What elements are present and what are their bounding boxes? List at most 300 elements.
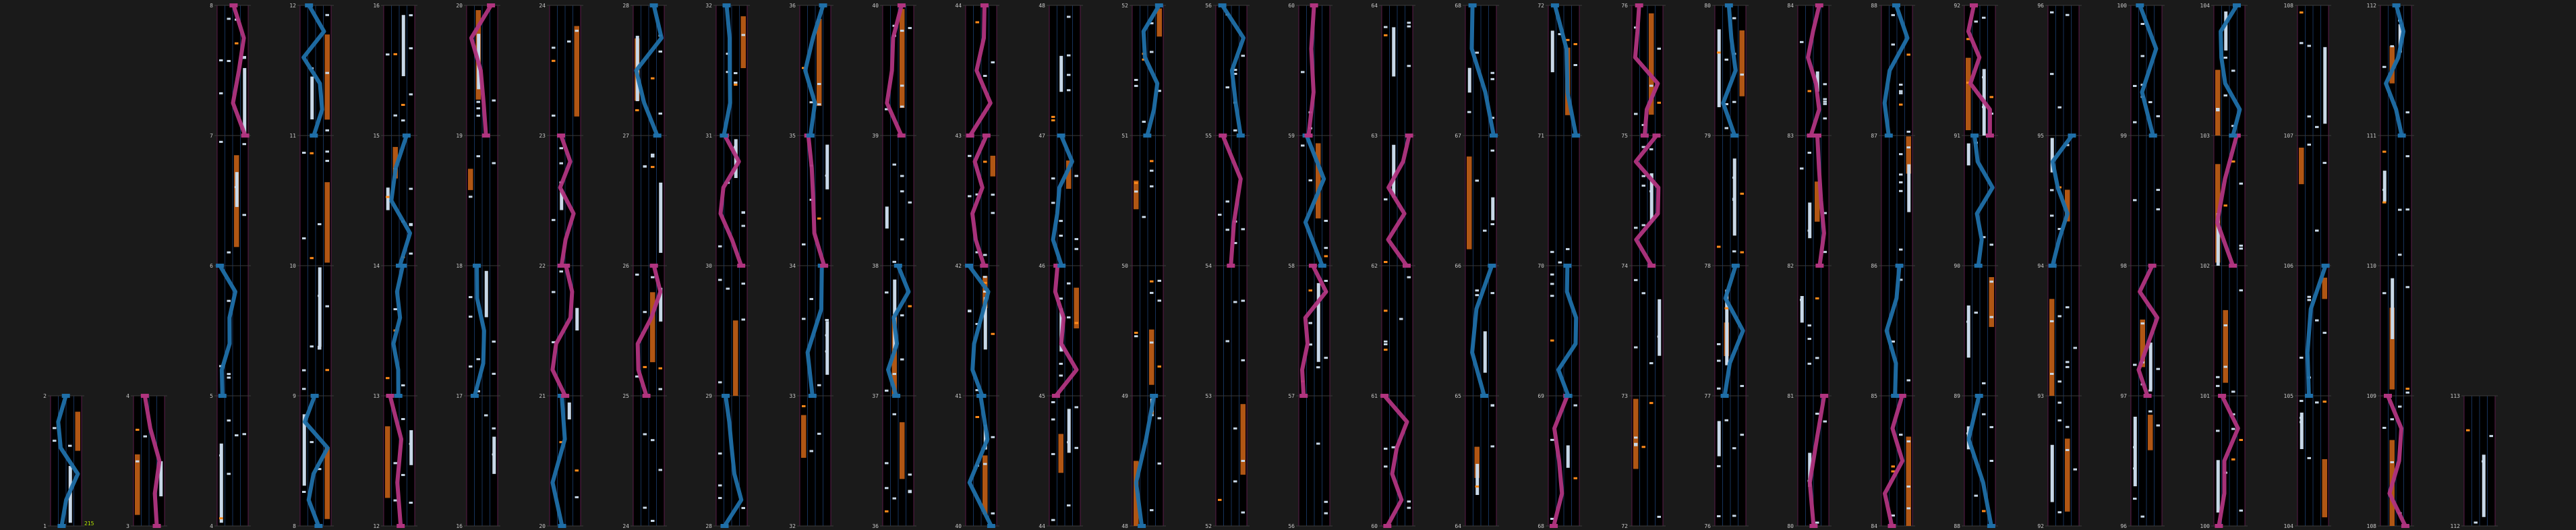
tap-note	[1966, 321, 1970, 323]
tap-note	[1226, 86, 1230, 88]
hold-note	[1658, 299, 1661, 356]
tap-note	[1150, 160, 1154, 162]
tap-note	[1740, 73, 1745, 76]
slide-head	[1888, 524, 1896, 528]
measure-number: 92	[1954, 3, 1960, 9]
tap-note	[817, 384, 821, 386]
tap-note	[900, 359, 904, 361]
tap-note	[1158, 365, 1162, 367]
tap-note	[227, 419, 231, 421]
slide-tail	[1150, 394, 1158, 398]
slide-head	[1550, 524, 1558, 528]
slide-tail	[1563, 264, 1571, 268]
tap-note	[560, 147, 564, 149]
measure-number: 92	[2037, 523, 2044, 529]
measure-number: 1	[43, 523, 47, 529]
tap-note	[575, 469, 579, 471]
tap-note	[2406, 208, 2410, 210]
tap-note	[1142, 121, 1146, 123]
tap-note	[718, 381, 722, 383]
tap-note	[386, 53, 390, 55]
measure-number: 107	[2283, 133, 2293, 139]
tap-note	[53, 427, 57, 429]
tap-note	[734, 146, 738, 148]
tap-note	[2398, 405, 2402, 407]
hold-note	[1392, 27, 1395, 76]
tap-note	[2050, 373, 2054, 375]
slide-head	[558, 264, 566, 268]
tap-note	[2050, 189, 2054, 191]
slide-head	[1143, 134, 1151, 138]
measure-number: 10	[289, 263, 296, 269]
tap-note	[718, 497, 722, 499]
slide-tail	[1057, 134, 1065, 138]
roll-note	[1134, 181, 1139, 210]
hold-note	[825, 145, 829, 189]
tap-note	[802, 243, 806, 245]
tap-note	[2231, 428, 2235, 430]
tap-note	[1732, 101, 1736, 103]
tap-note	[1158, 299, 1162, 301]
tap-note	[2323, 401, 2327, 403]
roll-note	[900, 9, 905, 108]
measure-number: 7	[210, 133, 213, 139]
tap-note	[1732, 17, 1736, 19]
combo-counter: 215	[84, 521, 94, 527]
slide-tail	[1405, 134, 1413, 138]
slide-tail	[1310, 3, 1318, 7]
tap-note	[718, 245, 722, 247]
slide-head	[966, 134, 974, 138]
tap-note	[1823, 117, 1827, 119]
tap-note	[1067, 55, 1071, 57]
tap-note	[1134, 85, 1138, 87]
tap-note	[1907, 507, 1911, 509]
measure-number: 31	[705, 133, 712, 139]
slide-head	[820, 264, 828, 268]
slide-tail	[141, 394, 149, 398]
measure-number: 62	[1371, 263, 1378, 269]
tap-note	[825, 175, 829, 177]
tap-note	[1574, 477, 1578, 479]
tap-note	[2382, 292, 2387, 294]
tap-note	[2308, 144, 2312, 146]
slide-tail	[1970, 3, 1978, 7]
measure-number: 51	[1121, 133, 1128, 139]
tap-note	[1642, 446, 1646, 448]
tap-note	[2382, 189, 2387, 191]
tap-note	[1407, 26, 1411, 28]
tap-note	[2382, 202, 2387, 204]
tap-note	[1051, 116, 1055, 118]
tap-note	[2157, 115, 2161, 117]
tap-note	[1384, 34, 1388, 36]
tap-note	[310, 257, 314, 259]
measure-number: 18	[456, 263, 463, 269]
measure-number: 42	[955, 263, 962, 269]
tap-note	[492, 100, 496, 102]
tap-note	[1732, 514, 1736, 517]
tap-note	[817, 433, 821, 435]
measure-number: 50	[1121, 263, 1128, 269]
measure-number: 29	[705, 393, 712, 399]
measure-number: 40	[955, 523, 962, 529]
tap-note	[469, 316, 473, 318]
tap-note	[552, 291, 556, 293]
tap-note	[1574, 64, 1578, 66]
tap-note	[825, 351, 829, 353]
tap-note	[1634, 347, 1638, 349]
slide-head	[1809, 524, 1817, 528]
tap-note	[1823, 83, 1827, 85]
slide-head	[1480, 394, 1488, 398]
tap-note	[1384, 341, 1388, 343]
measure-number: 74	[1621, 263, 1628, 269]
tap-note	[227, 373, 231, 375]
tap-note	[1150, 341, 1154, 343]
measure-number: 81	[1787, 393, 1794, 399]
tap-note	[310, 441, 314, 443]
measure-number: 101	[2200, 393, 2210, 399]
tap-note	[1717, 465, 1721, 467]
tap-note	[1907, 54, 1911, 56]
tap-note	[1990, 281, 1994, 283]
measure-number: 106	[2283, 263, 2293, 269]
tap-note	[651, 439, 655, 441]
tap-note	[983, 463, 987, 465]
tap-note	[2315, 229, 2319, 231]
tap-note	[1233, 129, 1237, 131]
tap-note	[567, 40, 571, 42]
tap-note	[1134, 335, 1138, 337]
tap-note	[1233, 428, 1237, 430]
roll-note	[135, 454, 140, 515]
tap-note	[2323, 332, 2327, 334]
tap-note	[1725, 419, 1729, 421]
tap-note	[1491, 72, 1495, 74]
tap-note	[1467, 111, 1471, 113]
slide-head	[471, 394, 479, 398]
slide-tail	[650, 3, 658, 7]
tap-note	[2300, 421, 2304, 423]
tap-note	[1324, 280, 1328, 282]
measure-number: 13	[373, 393, 380, 399]
tap-note	[1218, 214, 1222, 216]
tap-note	[492, 341, 496, 343]
tap-note	[2216, 385, 2220, 387]
tap-note	[893, 261, 897, 263]
tap-note	[326, 129, 330, 131]
tap-note	[1491, 405, 1495, 407]
tap-note	[2391, 45, 2395, 47]
slide-tail	[1635, 3, 1643, 7]
measure-number: 41	[955, 393, 962, 399]
tap-note	[2300, 400, 2304, 402]
tap-note	[1990, 426, 1994, 428]
slide-head	[396, 264, 404, 268]
tap-note	[885, 510, 889, 512]
tap-note	[1233, 480, 1237, 482]
tap-note	[2391, 461, 2395, 463]
roll-note	[1157, 8, 1163, 36]
measure-number: 37	[872, 393, 879, 399]
slide-tail	[1892, 3, 1900, 7]
tap-note	[1491, 445, 1495, 447]
hold-note	[1317, 283, 1320, 362]
tap-note	[1067, 316, 1071, 318]
slide-tail	[898, 3, 906, 7]
measure-number: 60	[1371, 523, 1378, 529]
tap-note	[900, 239, 904, 241]
roll-note	[1989, 277, 1995, 327]
tap-note	[2240, 439, 2244, 441]
tap-note	[1990, 460, 1994, 462]
slide-head	[1057, 264, 1065, 268]
tap-note	[2133, 199, 2137, 201]
measure-number: 71	[1538, 133, 1544, 139]
tap-note	[1384, 261, 1388, 263]
hold-note	[1718, 29, 1721, 107]
tap-note	[817, 83, 821, 85]
tap-note	[2133, 498, 2137, 500]
tap-note	[802, 318, 806, 320]
tap-note	[2308, 296, 2312, 298]
tap-note	[1740, 252, 1745, 254]
tap-note	[968, 310, 972, 312]
slide-tail	[2233, 3, 2241, 7]
tap-note	[219, 92, 223, 94]
hold-note	[318, 267, 322, 347]
measure-number: 19	[456, 133, 463, 139]
slide-head	[1564, 394, 1573, 398]
tap-note	[2157, 424, 2161, 426]
tap-note	[1634, 443, 1638, 445]
tap-note	[1982, 382, 1986, 384]
tap-note	[219, 59, 223, 61]
roll-note	[2299, 148, 2304, 184]
slide-tail	[819, 3, 827, 7]
tap-note	[1324, 512, 1328, 514]
roll-note	[1740, 30, 1745, 96]
tap-note	[401, 474, 405, 476]
tap-note	[1158, 280, 1162, 282]
hold-note	[2224, 11, 2227, 51]
hold-note	[1067, 409, 1071, 452]
tap-note	[1051, 419, 1055, 421]
measure-number: 79	[1704, 133, 1711, 139]
tap-note	[401, 104, 405, 106]
measure-number: 59	[1288, 133, 1295, 139]
tap-note	[635, 109, 639, 111]
tap-note	[1634, 113, 1638, 115]
tap-note	[2216, 376, 2220, 378]
tap-note	[1475, 179, 1480, 181]
tap-note	[1907, 131, 1911, 133]
tap-note	[227, 473, 231, 475]
roll-note	[325, 34, 330, 119]
measure-number: 36	[872, 523, 879, 529]
hold-note	[1468, 68, 1471, 93]
measure-number: 94	[2037, 263, 2044, 269]
slide-tail	[2218, 394, 2226, 398]
tap-note	[386, 196, 390, 198]
slide-head	[2305, 394, 2313, 398]
measure-number: 60	[1288, 3, 1295, 9]
measure-number: 15	[373, 133, 380, 139]
tap-note	[1899, 434, 1903, 436]
roll-note	[325, 182, 330, 262]
tap-note	[1075, 248, 1079, 250]
slide-tail	[1219, 3, 1227, 7]
tap-note	[1642, 224, 1646, 226]
measure-number: 72	[1538, 3, 1544, 9]
slide-head	[1299, 394, 1308, 398]
roll-note	[575, 26, 580, 117]
tap-note	[991, 436, 995, 438]
tap-note	[53, 440, 57, 442]
tap-note	[1823, 421, 1827, 423]
hold-note	[2217, 460, 2220, 512]
slide-tail	[2322, 264, 2330, 268]
tap-note	[817, 218, 821, 220]
tap-note	[1384, 343, 1388, 345]
slide-tail	[1219, 134, 1227, 138]
roll-note	[741, 16, 747, 68]
roll-note	[2215, 70, 2221, 136]
tap-note	[318, 223, 322, 225]
tap-note	[1808, 230, 1812, 232]
hold-note	[2149, 343, 2153, 390]
roll-note	[2049, 299, 2055, 396]
slide-head	[892, 394, 900, 398]
tap-note	[1051, 119, 1055, 121]
hold-note	[1808, 202, 1811, 238]
slide-head	[1318, 264, 1326, 268]
tap-note	[1899, 249, 1903, 251]
measure-number: 82	[1787, 263, 1794, 269]
measure-number: 73	[1621, 393, 1628, 399]
tap-note	[1407, 65, 1411, 67]
tap-note	[2382, 150, 2387, 152]
measure-number: 65	[1455, 393, 1461, 399]
tap-note	[575, 30, 579, 32]
measure-number: 56	[1205, 3, 1212, 9]
measure-number: 16	[373, 3, 380, 9]
tap-note	[2315, 320, 2319, 322]
tap-note	[825, 334, 829, 336]
roll-note	[325, 447, 330, 519]
measure-number: 86	[1871, 263, 1877, 269]
tap-note	[2300, 417, 2304, 419]
tap-note	[742, 507, 746, 509]
tap-note	[1899, 181, 1903, 183]
tap-note	[2323, 162, 2327, 164]
roll-note	[2322, 278, 2328, 299]
measure-number: 69	[1538, 393, 1544, 399]
tap-note	[1324, 247, 1328, 249]
tap-note	[1407, 500, 1411, 502]
tap-note	[1990, 316, 1994, 318]
tap-note	[2216, 108, 2220, 110]
tap-note	[2133, 446, 2137, 448]
tap-note	[1740, 434, 1745, 436]
tap-note	[991, 194, 995, 196]
tap-note	[2315, 126, 2319, 128]
measure-number: 103	[2200, 133, 2210, 139]
tap-note	[2474, 521, 2478, 523]
tap-note	[219, 517, 223, 519]
tap-note	[885, 462, 889, 464]
measure-number: 23	[539, 133, 546, 139]
tap-note	[2066, 14, 2070, 16]
tap-note	[1649, 148, 1653, 150]
tap-note	[1392, 446, 1396, 448]
tap-note	[1982, 413, 1986, 415]
tap-note	[2308, 457, 2312, 459]
slide-tail	[2136, 3, 2144, 7]
tap-note	[983, 160, 987, 163]
tap-note	[1475, 289, 1480, 291]
tap-note	[1823, 98, 1827, 100]
tap-note	[1725, 127, 1729, 129]
tap-note	[227, 18, 231, 20]
slide-head	[1237, 134, 1245, 138]
measure-number: 43	[955, 133, 962, 139]
slide-head	[1138, 524, 1146, 528]
tap-note	[2406, 388, 2410, 390]
tap-note	[1990, 96, 1994, 98]
measure-number: 111	[2366, 133, 2376, 139]
tap-note	[1075, 175, 1079, 177]
slide-head	[1974, 264, 1983, 268]
tap-note	[243, 214, 247, 216]
tap-note	[2133, 467, 2137, 469]
tap-note	[651, 154, 655, 156]
tap-note	[1316, 442, 1320, 444]
tap-note	[2224, 57, 2228, 59]
tap-note	[718, 484, 722, 486]
slide-tail	[1820, 394, 1828, 398]
tap-note	[1808, 324, 1812, 326]
hold-note	[402, 15, 405, 76]
tap-note	[2058, 315, 2062, 317]
measure-number: 68	[1455, 3, 1461, 9]
hold-note	[2323, 47, 2326, 124]
tap-note	[900, 314, 904, 316]
slide-head	[314, 524, 322, 528]
tap-note	[2148, 390, 2153, 392]
tap-note	[1740, 385, 1745, 387]
hold-note	[386, 187, 390, 210]
tap-note	[968, 195, 972, 197]
measure-number: 45	[1038, 393, 1045, 399]
tap-note	[1241, 359, 1246, 361]
hold-note	[1733, 158, 1736, 235]
tap-note	[983, 276, 987, 278]
roll-note	[2322, 459, 2328, 517]
tap-note	[659, 469, 663, 471]
tap-note	[227, 377, 231, 379]
measure-number: 26	[622, 263, 629, 269]
measure-number: 4	[210, 523, 213, 529]
tap-note	[227, 60, 231, 62]
tap-note	[643, 506, 647, 508]
tap-note	[2141, 516, 2145, 518]
tap-note	[1982, 510, 1986, 512]
tap-note	[2050, 214, 2054, 216]
tap-note	[825, 319, 829, 321]
tap-note	[1974, 312, 1979, 314]
